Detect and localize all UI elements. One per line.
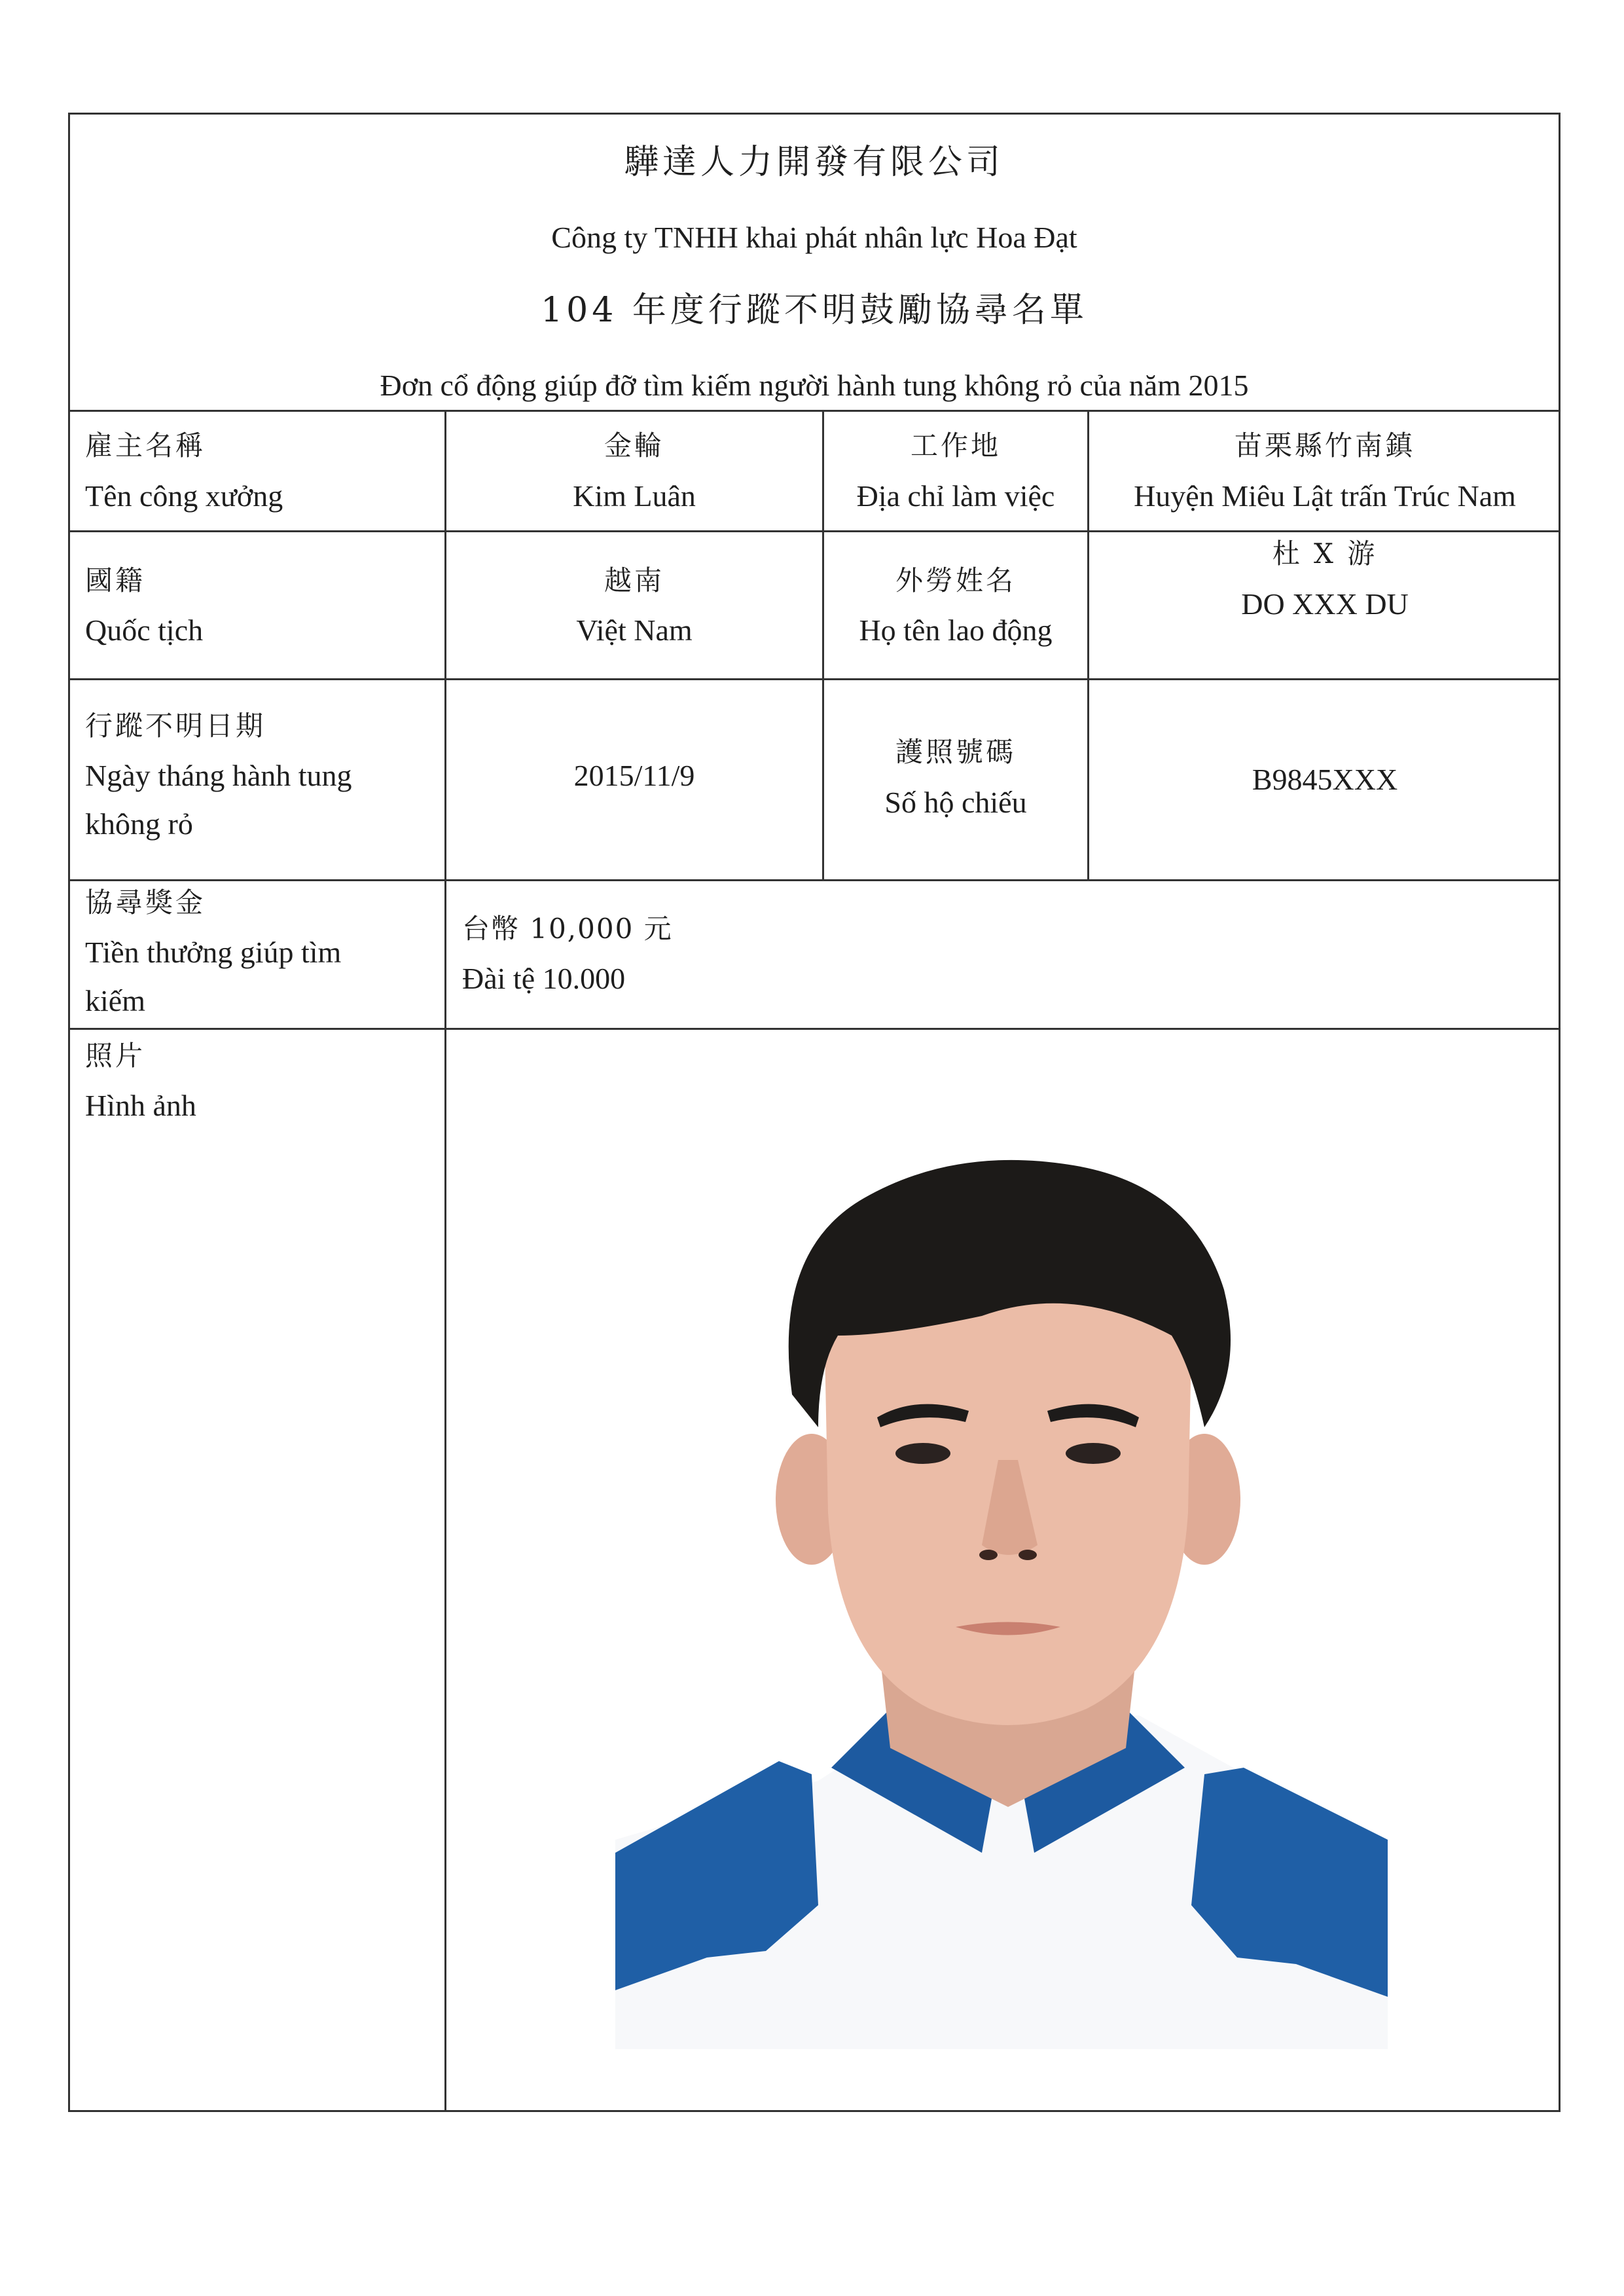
workplace-label-zh: 工作地 bbox=[910, 429, 1001, 462]
employer-value-vi: Kim Luân bbox=[573, 479, 696, 513]
company-name-zh: 驊達人力開發有限公司 bbox=[624, 143, 1004, 182]
employer-label-vi: Tên công xưởng bbox=[85, 479, 283, 513]
worker-name-label-zh: 外勞姓名 bbox=[895, 564, 1016, 596]
reward-value-vi: Đài tệ 10.000 bbox=[462, 962, 626, 995]
reward-label-vi-line2: kiếm bbox=[85, 984, 145, 1017]
divider-row2 bbox=[68, 678, 1561, 680]
worker-name-value-vi: DO XXX DU bbox=[1241, 587, 1409, 621]
divider-col3 bbox=[1087, 410, 1089, 879]
worker-name-label-vi: Họ tên lao động bbox=[859, 613, 1053, 647]
list-title-vi: Đơn cổ động giúp đỡ tìm kiếm người hành tung không rỏ của năm 2015 bbox=[380, 369, 1249, 402]
company-name-vi: Công ty TNHH khai phát nhân lực Hoa Đạt bbox=[551, 221, 1077, 254]
right-eye bbox=[1066, 1443, 1121, 1464]
reward-label-vi-line1: Tiền thưởng giúp tìm bbox=[85, 936, 342, 969]
workplace-value-zh: 苗栗縣竹南鎮 bbox=[1234, 429, 1415, 462]
photo-label-zh: 照片 bbox=[85, 1040, 146, 1072]
divider-row3 bbox=[68, 879, 1561, 881]
missing-date-label-vi-line2: không rỏ bbox=[85, 807, 193, 841]
passport-label-vi: Số hộ chiếu bbox=[884, 786, 1027, 819]
employer-label-zh: 雇主名稱 bbox=[85, 429, 206, 462]
missing-date-label-vi-line1: Ngày tháng hành tung bbox=[85, 759, 352, 792]
nationality-label-vi: Quốc tịch bbox=[85, 613, 204, 647]
divider-row4 bbox=[68, 1028, 1561, 1030]
divider-header bbox=[68, 410, 1561, 412]
worker-name-value-zh: 杜 X 游 bbox=[1272, 538, 1378, 570]
divider-col1 bbox=[444, 410, 446, 2112]
employer-value-zh: 金輪 bbox=[604, 429, 664, 462]
reward-label-zh: 協尋獎金 bbox=[85, 886, 206, 919]
nationality-value-vi: Việt Nam bbox=[576, 613, 693, 647]
missing-date-label-zh: 行蹤不明日期 bbox=[85, 710, 266, 742]
list-title-zh: 104 年度行蹤不明鼓勵協尋名單 bbox=[541, 291, 1088, 330]
left-eye bbox=[895, 1443, 950, 1464]
worker-photo bbox=[615, 1120, 1388, 2049]
reward-value-zh: 台幣 10,000 元 bbox=[462, 913, 673, 945]
passport-label-zh: 護照號碼 bbox=[895, 736, 1016, 768]
missing-date-value: 2015/11/9 bbox=[573, 759, 695, 792]
nationality-value-zh: 越南 bbox=[604, 564, 664, 596]
divider-row1 bbox=[68, 530, 1561, 532]
passport-value: B9845XXX bbox=[1252, 763, 1398, 796]
workplace-value-vi: Huyện Miêu Lật trấn Trúc Nam bbox=[1134, 479, 1516, 513]
photo-label-vi: Hình ảnh bbox=[85, 1089, 196, 1122]
workplace-label-vi: Địa chỉ làm việc bbox=[856, 479, 1055, 513]
nationality-label-zh: 國籍 bbox=[85, 564, 146, 596]
